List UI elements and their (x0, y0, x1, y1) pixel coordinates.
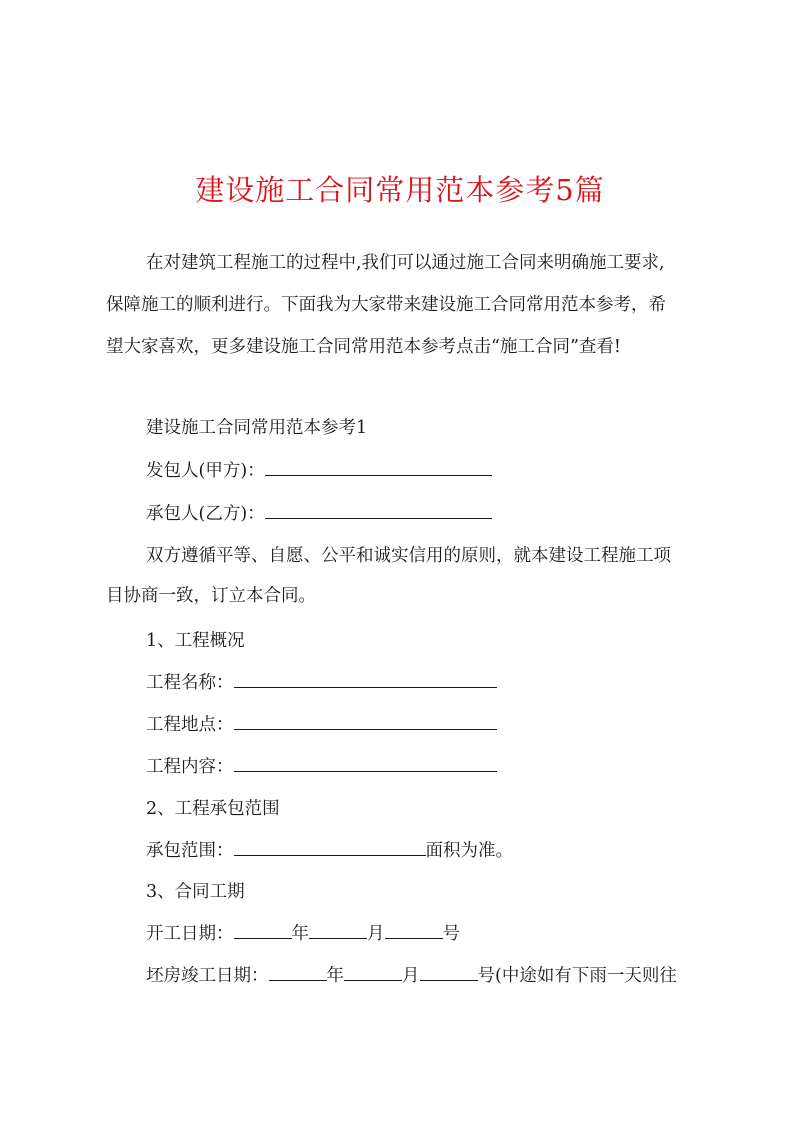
project-content-label: 工程内容： (146, 757, 234, 777)
finish-month-blank (344, 964, 402, 981)
finish-year-blank (269, 964, 327, 981)
intro-line-1: 在对建筑工程施工的过程中,我们可以通过施工合同来明确施工要求, (146, 253, 665, 273)
document-title: 建设施工合同常用范本参考5篇 (195, 173, 605, 207)
party-a-line (146, 457, 492, 482)
intro-paragraph (106, 242, 712, 368)
finish-date-line (146, 962, 677, 987)
clause2-heading: 2、工程承包范围 (146, 799, 280, 819)
project-content-blank (234, 755, 497, 772)
start-month-unit: 月 (367, 924, 385, 944)
party-b-line (146, 500, 492, 525)
finish-date-label: 坯房竣工日期： (146, 966, 269, 986)
start-month-blank (309, 922, 367, 939)
project-name-blank (234, 671, 497, 688)
scope-suffix: 面积为准。 (425, 841, 513, 861)
party-b-label: 承包人(乙方)： (146, 504, 265, 524)
start-year-unit: 年 (291, 924, 309, 944)
intro-line-3: 望大家喜欢，更多建设施工合同常用范本参考点击“施工合同”查看! (106, 337, 621, 357)
scope-label: 承包范围： (146, 841, 234, 861)
start-year-blank (234, 922, 292, 939)
project-location-label: 工程地点： (146, 715, 234, 735)
start-date-label: 开工日期： (146, 924, 234, 944)
start-day-blank (385, 922, 443, 939)
intro-line-2: 保障施工的顺利进行。下面我为大家带来建设施工合同常用范本参考，希 (106, 295, 666, 315)
scope-blank (234, 839, 426, 856)
project-content-line (146, 753, 497, 778)
project-name-line (146, 669, 497, 694)
principle-line-2: 目协商一致，订立本合同。 (106, 586, 316, 606)
clause3-heading: 3、合同工期 (146, 882, 245, 902)
project-name-label: 工程名称： (146, 673, 234, 693)
scope-line (146, 837, 513, 862)
finish-month-unit: 月 (402, 966, 420, 986)
project-location-line (146, 711, 497, 736)
party-a-label: 发包人(甲方)： (146, 461, 265, 481)
party-a-blank (265, 459, 492, 476)
start-day-unit: 号 (442, 924, 460, 944)
finish-year-unit: 年 (326, 966, 344, 986)
finish-day-blank (420, 964, 478, 981)
party-b-blank (265, 502, 492, 519)
start-date-line (146, 920, 460, 945)
section-heading: 建设施工合同常用范本参考1 (146, 418, 368, 438)
project-location-blank (234, 713, 497, 730)
clause1-heading: 1、工程概况 (146, 631, 245, 651)
finish-suffix: 号(中途如有下雨一天则往 (477, 966, 677, 986)
principle-line-1: 双方遵循平等、自愿、公平和诚实信用的原则，就本建设工程施工项 (146, 546, 671, 566)
